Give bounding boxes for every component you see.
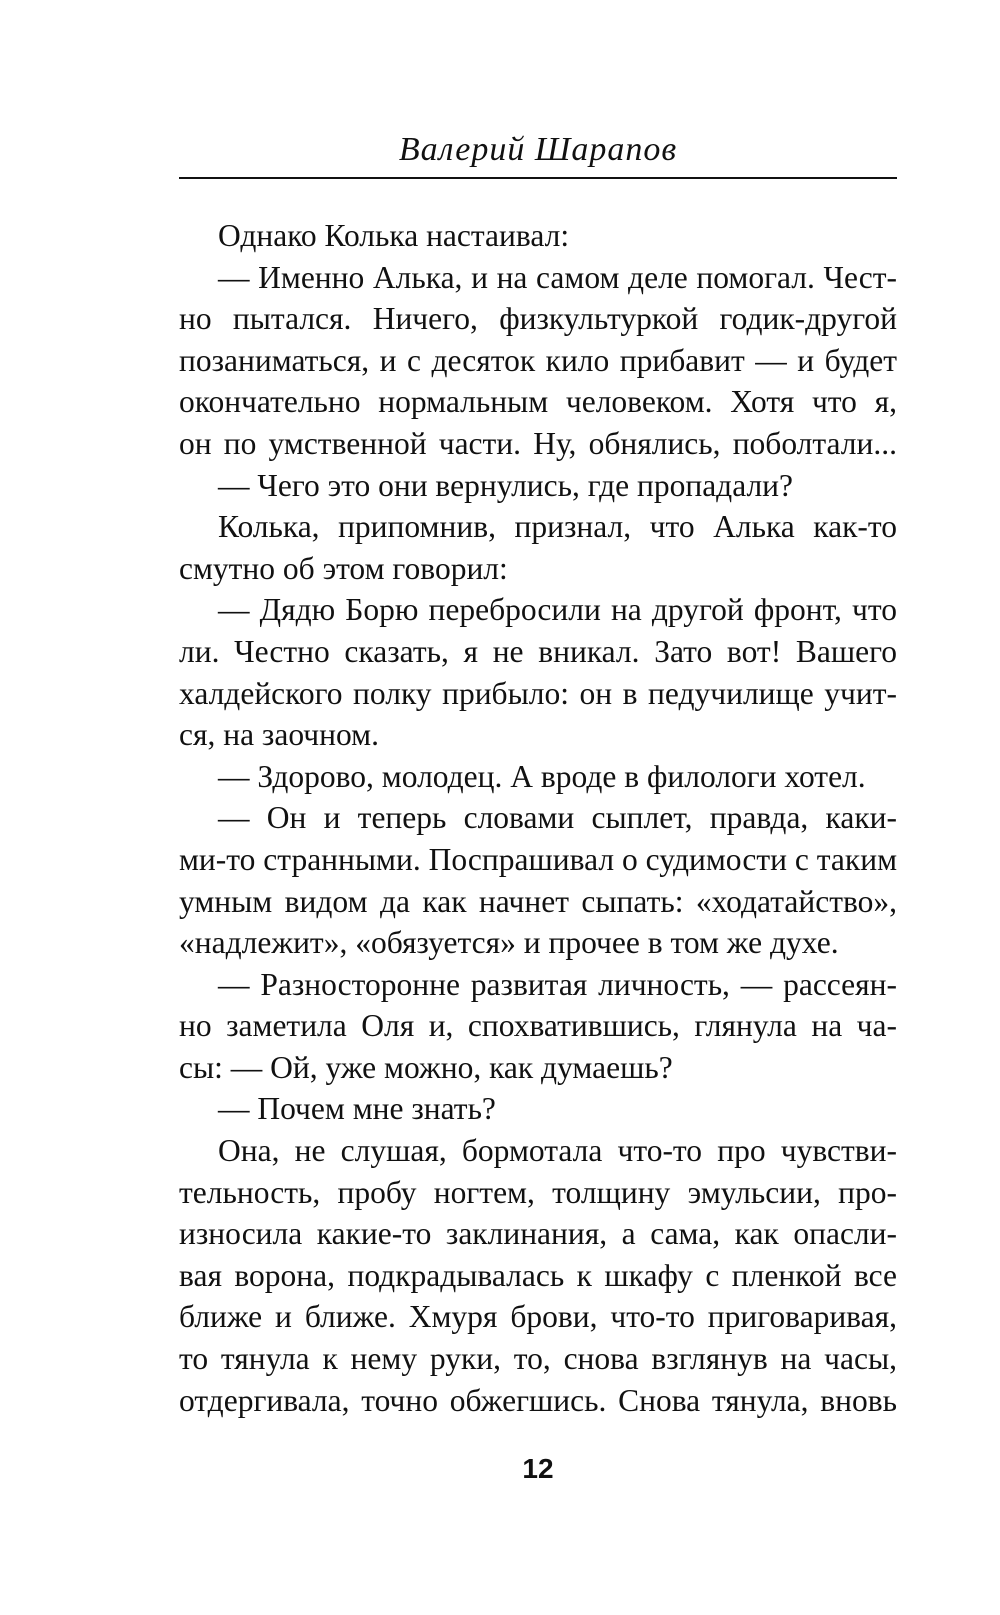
text-line: отдергивала, точно обжегшись. Снова тянула, вновь xyxy=(179,1382,897,1418)
text-line: Однако Колька настаивал: xyxy=(218,218,570,253)
text-line: — Дядю Борю перебросили на другой фронт, что xyxy=(218,592,897,628)
text-line: износила какие-то заклинания, а сама, как опасли- xyxy=(179,1216,897,1252)
text-line: — Разносторонне развитая личность, — рассеян- xyxy=(218,966,897,1002)
text-line: ми-то странными. Поспрашивал о судимости с таким xyxy=(179,841,897,877)
text-line: — Почем мне знать? xyxy=(218,1091,496,1127)
running-head-author: Валерий Шарапов xyxy=(398,131,678,168)
page-number: 12 xyxy=(522,1453,554,1484)
text-line: окончательно нормальным человеком. Хотя что я, xyxy=(179,384,897,420)
text-line: — Здорово, молодец. А вроде в филологи хотел. xyxy=(218,758,866,794)
text-line: он по умственной части. Ну, обнялись, поболтали... xyxy=(179,425,897,461)
text-line: ли. Честно сказать, я не вникал. Зато вот! Вашего xyxy=(179,633,897,669)
text-line: но заметила Оля и, спохватившись, глянула на ча- xyxy=(179,1008,897,1044)
text-line: — Именно Алька, и на самом деле помогал. Чест- xyxy=(218,259,897,295)
text-line: вая ворона, подкрадывалась к шкафу с пленкой все xyxy=(179,1257,897,1293)
text-line: умным видом да как начнет сыпать: «ходатайство», xyxy=(179,883,897,919)
text-line: позаниматься, и с десяток кило прибавит — и будет xyxy=(179,342,897,378)
text-line: — Он и теперь словами сыплет, правда, каки- xyxy=(218,800,897,836)
text-line: смутно об этом говорил: xyxy=(179,550,508,586)
text-line: «надлежит», «обязуется» и прочее в том же духе. xyxy=(179,925,839,961)
text-line: Колька, припомнив, признал, что Алька как-то xyxy=(218,509,897,545)
header-rule xyxy=(179,177,897,179)
text-line: ся, на заочном. xyxy=(179,717,379,753)
text-line: тельность, пробу ногтем, толщину эмульсии, про- xyxy=(179,1174,897,1210)
text-line: но пытался. Ничего, физкультуркой годик-другой xyxy=(179,301,897,337)
text-line: сы: — Ой, уже можно, как думаешь? xyxy=(179,1049,673,1085)
text-line: — Чего это они вернулись, где пропадали? xyxy=(218,467,794,503)
text-line: то тянула к нему руки, то, снова взглянув на часы, xyxy=(179,1341,897,1377)
text-line: халдейского полку прибыло: он в педучилище учит- xyxy=(179,675,897,711)
body-text xyxy=(179,215,897,1421)
text-line: Она, не слушая, бормотала что-то про чувстви- xyxy=(218,1133,897,1169)
text-line: ближе и ближе. Хмуря брови, что-то приговаривая, xyxy=(179,1299,897,1335)
